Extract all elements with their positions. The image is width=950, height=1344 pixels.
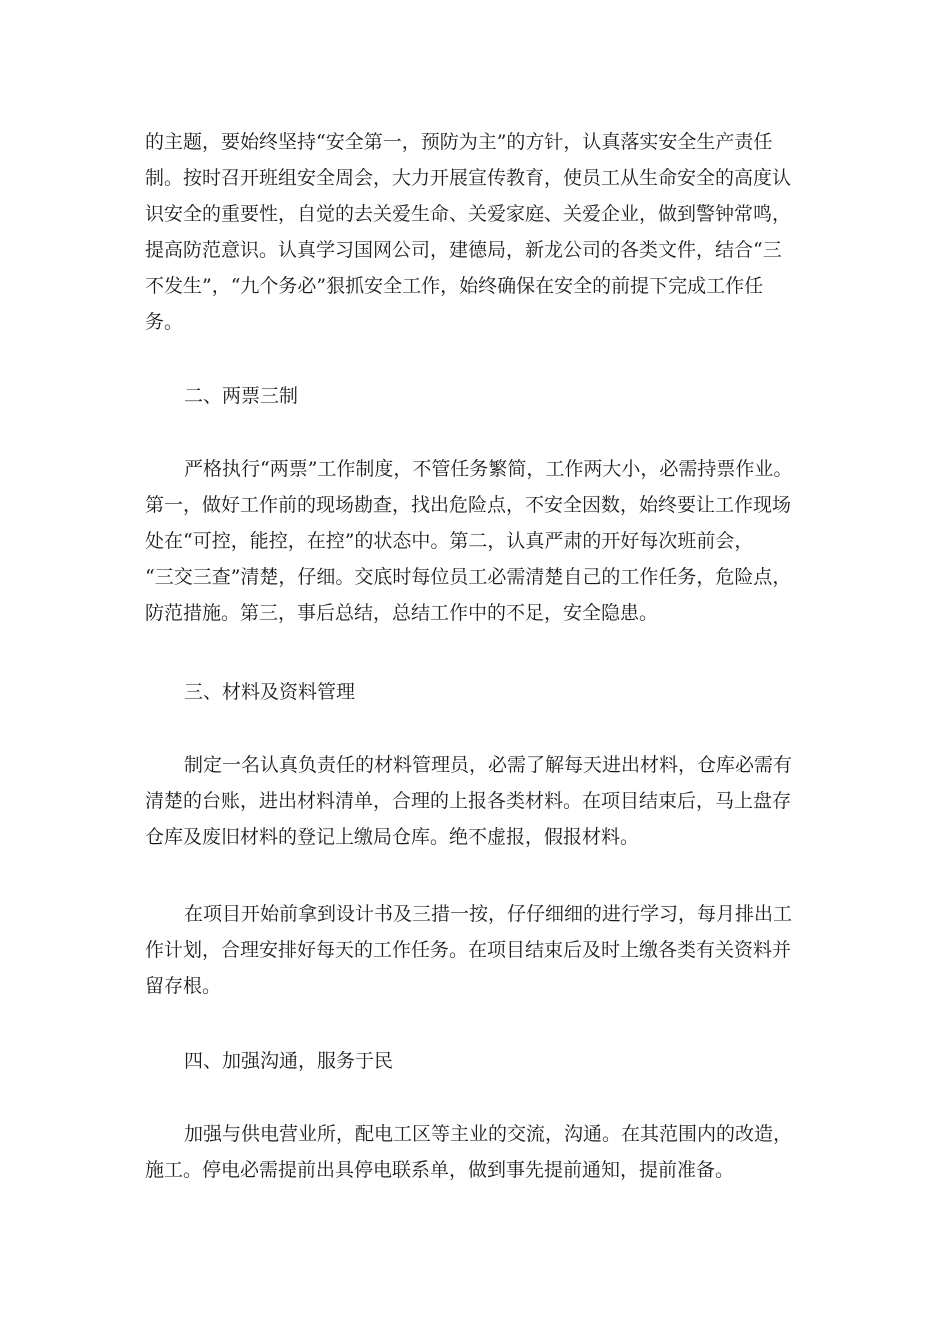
section-heading-two-tickets [145, 378, 825, 414]
text-line: 务。 [145, 311, 184, 333]
text-line: 严格执行“两票”工作制度，不管任务繁简，工作两大小，必需持票作业。 [184, 458, 793, 480]
text-line: 识安全的重要性，自觉的去关爱生命、关爱家庭、关爱企业，做到警钟常鸣， [145, 203, 792, 225]
section-heading-communication [145, 1043, 825, 1079]
text-line: 不发生”，“九个务必”狠抓安全工作，始终确保在安全的前提下完成工作任 [145, 275, 764, 297]
text-line: “三交三查”清楚，仔细。交底时每位员工必需清楚自己的工作任务，危险点， [145, 566, 792, 588]
section-heading-materials [145, 674, 825, 710]
text-line: 第一，做好工作前的现场勘查，找出危险点，不安全因数，始终要让工作现场 [145, 494, 792, 516]
text-line: 仓库及废旧材料的登记上缴局仓库。绝不虚报，假报材料。 [145, 826, 640, 848]
section-heading: 三、材料及资料管理 [184, 681, 356, 703]
text-line: 制。按时召开班组安全周会，大力开展宣传教育，使员工从生命安全的高度认 [145, 167, 792, 189]
section-heading: 四、加强沟通，服务于民 [184, 1050, 394, 1072]
text-line: 施工。停电必需提前出具停电联系单，做到事先提前通知，提前准备。 [145, 1159, 735, 1181]
text-line: 清楚的台账，进出材料清单，合理的上报各类材料。在项目结束后，马上盘存 [145, 790, 792, 812]
text-line: 作计划，合理安排好每天的工作任务。在项目结束后及时上缴各类有关资料并 [145, 939, 792, 961]
text-line: 处在“可控，能控，在控”的状态中。第二，认真严肃的开好每次班前会， [145, 530, 754, 552]
paragraph-safety-policy [145, 124, 825, 340]
paragraph-two-tickets [145, 451, 825, 631]
text-line: 提高防范意识。认真学习国网公司，建德局，新龙公司的各类文件，结合“三 [145, 239, 782, 261]
paragraph-communication [145, 1116, 825, 1188]
text-line: 的主题，要始终坚持“安全第一，预防为主”的方针，认真落实安全生产责任 [145, 131, 773, 153]
text-line: 在项目开始前拿到设计书及三措一按，仔仔细细的进行学习，每月排出工 [184, 903, 793, 925]
paragraph-materials [145, 747, 825, 855]
paragraph-documents [145, 896, 825, 1004]
text-line: 防范措施。第三，事后总结，总结工作中的不足，安全隐患。 [145, 602, 659, 624]
text-line: 留存根。 [145, 975, 222, 997]
text-line: 加强与供电营业所，配电工区等主业的交流，沟通。在其范围内的改造， [184, 1123, 793, 1145]
section-heading: 二、两票三制 [184, 385, 299, 407]
text-line: 制定一名认真负责任的材料管理员，必需了解每天进出材料，仓库必需有 [184, 754, 793, 776]
